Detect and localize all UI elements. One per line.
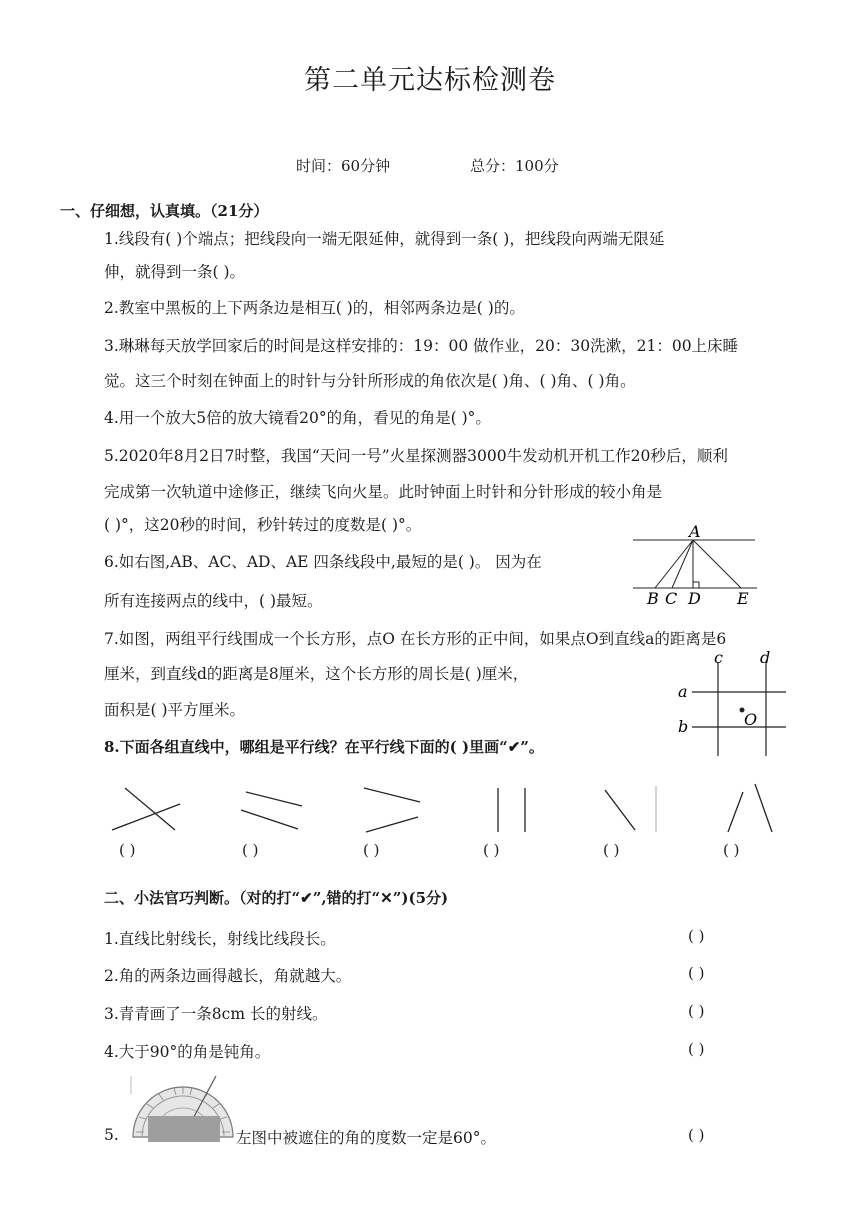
q7-line2: 厘米，到直线d的距离是8厘米，这个长方形的周长是( )厘米，: [104, 665, 529, 683]
q3-line1: 3.琳琳每天放学回家后的时间是这样安排的：19：00 做作业，20：30洗漱，21：00上床睡: [104, 337, 739, 355]
pair5-line1: [605, 790, 635, 830]
q8-answer-6[interactable]: ( ): [723, 841, 740, 859]
label-b: b: [678, 717, 689, 736]
q8-line-pairs: [100, 780, 800, 840]
judge-answer-3[interactable]: ( ): [688, 1002, 705, 1020]
q8-answer-3[interactable]: ( ): [363, 841, 380, 859]
q4: 4.用一个放大5倍的放大镜看20°的角，看见的角是( )°。: [104, 409, 491, 427]
segment-ac: [672, 540, 693, 588]
q7-line3: 面积是( )平方厘米。: [104, 701, 246, 719]
label-c: c: [714, 648, 723, 667]
judge-item-1: 1.直线比射线长，射线比线段长。: [104, 930, 336, 948]
pair6-line2: [755, 784, 772, 832]
section2-heading: 二、小法官巧判断。（对的打“✔”,错的打“✕”)(5分): [104, 889, 449, 907]
cover-block: [148, 1116, 220, 1142]
judge-item-4: 4.大于90°的角是钝角。: [104, 1043, 271, 1061]
label-e: E: [737, 589, 749, 608]
q7-line1: 7.如图，两组平行线围成一个长方形，点O 在长方形的正中间，如果点O到直线a的距离是6: [104, 630, 727, 648]
label-a: a: [678, 682, 688, 701]
q8-answer-1[interactable]: ( ): [119, 841, 136, 859]
page-title: 第二单元达标检测卷: [304, 65, 556, 96]
label-d: D: [688, 589, 701, 608]
pair3-line1: [364, 788, 420, 802]
segment-ae: [693, 540, 741, 588]
label-d: d: [760, 648, 771, 667]
q8-answer-4[interactable]: ( ): [483, 841, 500, 859]
q8-answer-5[interactable]: ( ): [603, 841, 620, 859]
judge-item-2: 2.角的两条边画得越长，角就越大。: [104, 967, 352, 985]
judge-answer-5[interactable]: ( ): [688, 1126, 705, 1144]
q5-line1: 5.2020年8月2日7时整，我国“天问一号”火星探测器3000牛发动机开机工作20秒后，顺利: [104, 447, 728, 465]
judge-item-3: 3.青青画了一条8cm 长的射线。: [104, 1005, 328, 1023]
q7-figure: [672, 648, 792, 758]
label-c: C: [665, 589, 678, 608]
section1-heading: 一、仔细想，认真填。（21分）: [60, 202, 269, 220]
q1-line2: 伸，就得到一条( )。: [104, 263, 246, 281]
label-a: A: [689, 522, 701, 541]
protractor-icon: [128, 1072, 238, 1144]
exam-time: 时间：60分钟: [296, 157, 391, 175]
judge-answer-4[interactable]: ( ): [688, 1040, 705, 1058]
label-b: B: [647, 589, 659, 608]
q5-line2: 完成第一次轨道中途修正，继续飞向火星。此时钟面上时针和分针形成的较小角是: [104, 483, 663, 501]
label-o: O: [744, 710, 758, 729]
q5-line3: ( )°，这20秒的时间，秒针转过的度数是( )°。: [104, 516, 422, 534]
q6-line1: 6.如右图,AB、AC、AD、AE 四条线段中,最短的是( )。 因为在: [104, 553, 542, 571]
pair3-line2: [366, 817, 418, 832]
q8: 8.下面各组直线中，哪组是平行线？在平行线下面的( )里画“✔”。: [104, 738, 544, 756]
q1-line1: 1.线段有( )个端点；把线段向一端无限延伸，就得到一条( )，把线段向两端无限延: [104, 230, 665, 248]
judge-answer-1[interactable]: ( ): [688, 927, 705, 945]
judge-answer-2[interactable]: ( ): [688, 964, 705, 982]
pair2-line1: [246, 792, 302, 806]
segment-ab: [655, 540, 693, 588]
q6-figure: [625, 520, 775, 612]
exam-total-score: 总分：100分: [470, 157, 559, 175]
pair6-line1: [728, 792, 743, 832]
q2: 2.教室中黑板的上下两条边是相互( )的，相邻两条边是( )的。: [104, 299, 525, 317]
judge-item-5-number: 5.: [104, 1126, 119, 1144]
q6-line2: 所有连接两点的线中，( )最短。: [104, 592, 323, 610]
pair2-line2: [241, 810, 298, 829]
q3-line2: 觉。这三个时刻在钟面上的时针与分针所形成的角依次是( )角、( )角、( )角。: [104, 372, 636, 390]
q8-answer-2[interactable]: ( ): [242, 841, 259, 859]
judge-item-5: 左图中被遮住的角的度数一定是60°。: [236, 1129, 496, 1147]
right-angle-mark: [693, 582, 699, 588]
